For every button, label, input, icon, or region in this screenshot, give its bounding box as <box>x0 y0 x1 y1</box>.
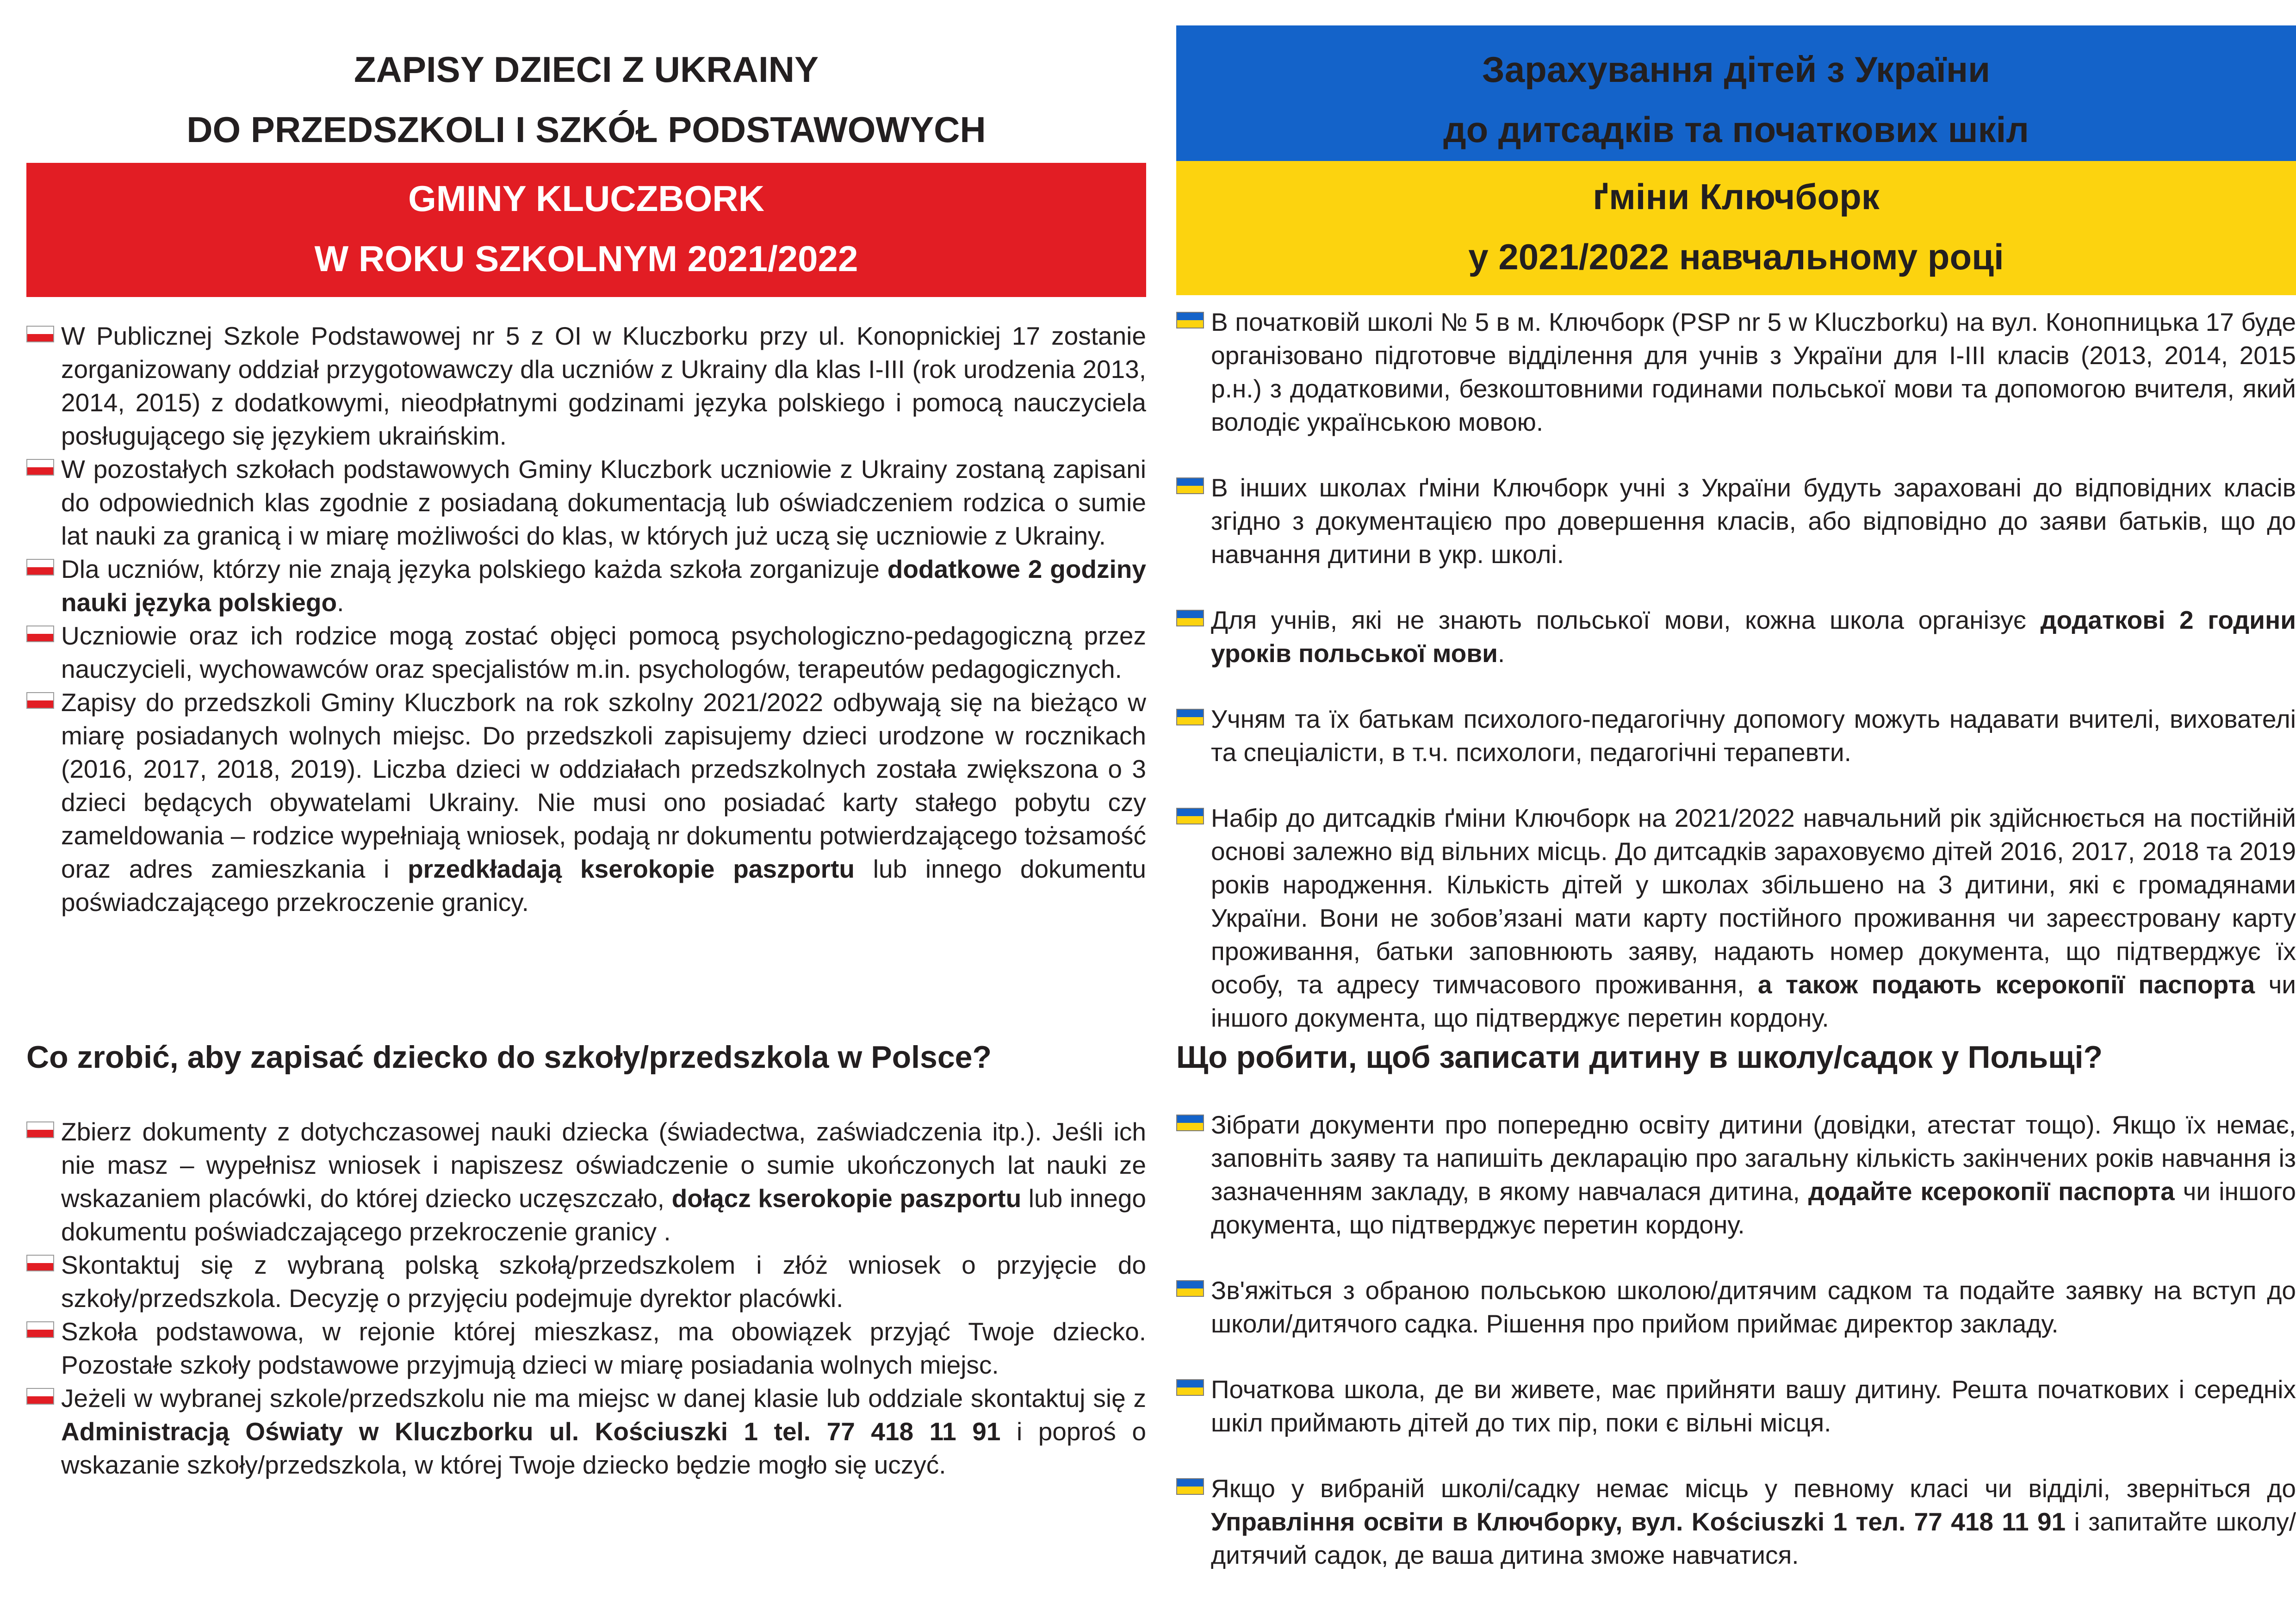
item-text: Учням та їх батькам психолого-педагогічну допомогу можуть надавати вчителі, вихователі та спеціалісти, в т.ч. психологи, педагогічні терапевти. <box>1211 705 2296 767</box>
list-item <box>1176 702 2296 769</box>
ukraine-flag-icon <box>1176 808 1204 824</box>
polish-header-red-band <box>26 163 1146 297</box>
list-item <box>26 1381 1146 1481</box>
polish-header-white-band <box>26 25 1146 161</box>
item-text: Початкова школа, де ви живете, має прийняти вашу дитину. Решта початкових і середніх шкіл приймають дітей до тих пір, поки є вільні місця. <box>1211 1375 2296 1437</box>
polish-title-line-4: W ROKU SZKOLNYM 2021/2022 <box>314 238 858 279</box>
ukraine-flag-icon <box>1176 477 1204 494</box>
item-text: Zapisy do przedszkoli Gminy Kluczbork na rok szkolny 2021/2022 odbywają się na bieżąco w miarę posiadanych wolnych miejsc. Do przedszkoli zapisujemy dzieci urodzone w rocznikach (2016, 2017, 2018, 2019). Liczba dzieci w oddziałach przedszkolnych została zwiększona o 3 dzieci będących obywatelami Ukrainy. Nie musi ono posiadać karty stałego pobytu czy zameldowania – rodzice wypełniają wniosek, podają nr dokumentu potwierdzającego tożsamość oraz adres zamieszkania i <box>61 688 1146 883</box>
polish-title-line-3: GMINY KLUCZBORK <box>408 178 764 219</box>
list-item <box>26 686 1146 919</box>
item-text: Зібрати документи про попередню освіту дитини (довідки, атестат тощо). Якщо їх немає, заповніть заяву та напишіть декларацію про загальну кількість закінчених років навчання із зазначенням закладу, в якому навчалася дитина, <box>1211 1110 2296 1206</box>
poland-flag-icon <box>26 326 54 342</box>
list-item <box>1176 1472 2296 1572</box>
item-text: Jeżeli w wybranej szkole/przedszkolu nie ma miejsc w danej klasie lub oddziale skontaktuj się z <box>61 1384 1146 1412</box>
item-text: . <box>1497 639 1505 668</box>
polish-header <box>26 0 1146 279</box>
polish-title-line-1: ZAPISY DZIECI Z UKRAINY <box>354 49 819 90</box>
item-text-bold: dołącz kserokopie paszportu <box>671 1184 1022 1213</box>
item-text-bold: Administracją Oświaty w Kluczborku ul. Kościuszki 1 tel. 77 418 11 91 <box>61 1417 1001 1446</box>
ukrainian-title-line-1: Зарахування дітей з України <box>1482 49 1991 90</box>
item-text: Набір до дитсадків ґміни Ключборк на 2021/2022 навчальний рік здійснюється на постійній основі залежно від вільних місць. До дитсадків зараховуємо дітей 2016, 2017, 2018 та 2019 років народження. Кількість дітей у школах збільшено на 3 дитини, які є громадянами України. Вони не зобов’язані мати карту постійного проживання чи зареєстровану карту проживання, батьки заповнюють заяву, надають номер документа, що підтверджує їх особу, та адресу тимчасового проживання, <box>1211 804 2296 999</box>
ukraine-flag-icon <box>1176 312 1204 328</box>
item-text-bold: dodatkowe 2 godziny nauki języka polskiego <box>61 555 1146 617</box>
item-text: Zbierz dokumenty z dotychczasowej nauki dziecka (świadectwa, zaświadczenia itp.). Jeśli ich nie masz – wypełnisz wniosek i napiszesz oświadczenie o sumie ukończonych lat nauki ze wskazaniem placówki, do której dziecko uczęszczało, <box>61 1117 1146 1213</box>
polish-info-list <box>26 319 1146 919</box>
poland-flag-icon <box>26 1388 54 1405</box>
ukrainian-title-line-2: до дитсадків та початкових шкіл <box>1443 109 2029 150</box>
list-item <box>26 1315 1146 1381</box>
ukraine-flag-icon <box>1176 1115 1204 1131</box>
ukraine-flag-icon <box>1176 1379 1204 1396</box>
ukrainian-title-line-3: ґміни Ключборк <box>1593 176 1880 217</box>
list-item <box>26 1248 1146 1315</box>
ukrainian-column <box>1176 0 2296 1569</box>
poland-flag-icon <box>26 459 54 476</box>
item-text: Skontaktuj się z wybraną polską szkołą/przedszkolem i złóż wniosek o przyjęcie do szkoły/przedszkola. Decyzję o przyjęciu podejmuje dyrektor placówki. <box>61 1251 1146 1313</box>
list-item <box>1176 1108 2296 1241</box>
list-item <box>1176 1274 2296 1340</box>
list-item <box>26 1115 1146 1248</box>
item-text: В інших школах ґміни Ключборк учні з України будуть зараховані до відповідних класів згідно з документацією про довершення класів, або відповідно до заяви батьків, що до навчання дитини в укр. школі. <box>1211 473 2296 569</box>
poland-flag-icon <box>26 1121 54 1138</box>
list-item <box>26 452 1146 552</box>
list-item <box>26 619 1146 686</box>
list-item <box>1176 801 2296 1035</box>
list-item <box>1176 1373 2296 1439</box>
item-text: W Publicznej Szkole Podstawowej nr 5 z OI w Kluczborku przy ul. Konopnickiej 17 zostanie zorganizowany oddział przygotowawczy dla uczniów z Ukrainy dla klas I-III (rok urodzenia 2013, 2014, 2015) z dodatkowymi, nieodpłatnymi godzinami języka polskiego i pomocą nauczyciela posługującego się językiem ukraińskim. <box>61 322 1146 450</box>
list-item <box>1176 305 2296 439</box>
item-text: Dla uczniów, którzy nie znają języka polskiego każda szkoła zorganizuje <box>61 555 887 583</box>
ukrainian-question-heading: Що робити, щоб записати дитину в школу/садок у Польщі? <box>1176 1040 2103 1075</box>
ukrainian-header-blue-band <box>1176 25 2296 161</box>
item-text: і запитайте школу/дитячий садок, де ваша дитина зможе навчатися. <box>1211 1507 2296 1569</box>
item-text-bold: а також подають ксерокопії паспорта <box>1757 970 2255 999</box>
poland-flag-icon <box>26 692 54 709</box>
item-text: Szkoła podstawowa, w rejonie której mieszkasz, ma obowiązek przyjąć Twoje dziecko. Pozostałe szkoły podstawowe przyjmują dzieci w miarę posiadania wolnych miejsc. <box>61 1317 1146 1379</box>
item-text-bold: Управління освіти в Ключборку, вул. Kościuszki 1 тел. 77 418 11 91 <box>1211 1507 2066 1536</box>
list-item <box>1176 471 2296 571</box>
item-text-bold: przedkładają kserokopie paszportu <box>408 855 855 883</box>
item-text: W pozostałych szkołach podstawowych Gminy Kluczbork uczniowie z Ukrainy zostaną zapisani do odpowiednich klas zgodnie z posiadaną dokumentacją lub oświadczeniem rodzica o sumie lat nauki za granicą i w miarę możliwości do klas, w których już uczą się uczniowie z Ukrainy. <box>61 455 1146 550</box>
item-text: чи іншого документа, що підтверджує перетин кордону. <box>1211 970 2296 1032</box>
item-text: lub innego dokumentu poświadczającego przekroczenie granicy . <box>61 1184 1146 1246</box>
polish-title-line-2: DO PRZEDSZKOLI I SZKÓŁ PODSTAWOWYCH <box>186 109 986 150</box>
ukraine-flag-icon <box>1176 1478 1204 1495</box>
polish-question-heading: Co zrobić, aby zapisać dziecko do szkoły/przedszkola w Polsce? <box>26 1040 992 1075</box>
ukrainian-header <box>1176 0 2296 277</box>
poland-flag-icon <box>26 1321 54 1338</box>
item-text: Uczniowie oraz ich rodzice mogą zostać objęci pomocą psychologiczno-pedagogiczną przez nauczycieli, wychowawców oraz specjalistów m.in. psychologów, terapeutów pedagogicznych. <box>61 621 1146 683</box>
item-text-bold: додаткові 2 години уроків польської мови <box>1211 606 2296 668</box>
item-text: Зв'яжіться з обраною польською школою/дитячим садком та подайте заявку на вступ до школи/дитячого садка. Рішення про прийом приймає директор закладу. <box>1211 1276 2296 1338</box>
list-item <box>26 319 1146 452</box>
item-text: В початковій школі № 5 в м. Ключборк (PSP nr 5 w Kluczborku) на вул. Конопницька 17 буде організовано підготовче відділення для учнів з України для I-III класів (2013, 2014, 2015 р.н.) з додатковими, безкоштовними годинами польської мови та допомогою вчителя, який володіє українською мовою. <box>1211 308 2296 436</box>
item-text-bold: додайте ксерокопії паспорта <box>1808 1177 2175 1206</box>
poland-flag-icon <box>26 559 54 576</box>
ukrainian-info-list <box>1176 305 2296 1067</box>
item-text: . <box>337 588 344 617</box>
item-text: Для учнів, які не знають польської мови, кожна школа організує <box>1211 606 2041 634</box>
list-item <box>26 552 1146 619</box>
polish-steps-list <box>26 1115 1146 1481</box>
item-text: lub innego dokumentu poświadczającego przekroczenie granicy. <box>61 855 1146 917</box>
polish-column <box>26 0 1146 1479</box>
list-item <box>1176 603 2296 670</box>
ukraine-flag-icon <box>1176 709 1204 725</box>
poland-flag-icon <box>26 1255 54 1271</box>
item-text: Якщо у вибраній школі/садку немає місць у певному класі чи відділі, зверніться до <box>1211 1474 2296 1503</box>
ukraine-flag-icon <box>1176 610 1204 626</box>
ukrainian-steps-list <box>1176 1108 2296 1604</box>
ukrainian-header-yellow-band <box>1176 161 2296 295</box>
item-text: i poproś o wskazanie szkoły/przedszkola, w której Twoje dziecko będzie mogło się uczyć. <box>61 1417 1146 1479</box>
ukrainian-title-line-4: у 2021/2022 навчальному році <box>1468 236 2004 277</box>
ukraine-flag-icon <box>1176 1280 1204 1297</box>
poland-flag-icon <box>26 626 54 642</box>
item-text: чи іншого документа, що підтверджує перетин кордону. <box>1211 1177 2296 1239</box>
